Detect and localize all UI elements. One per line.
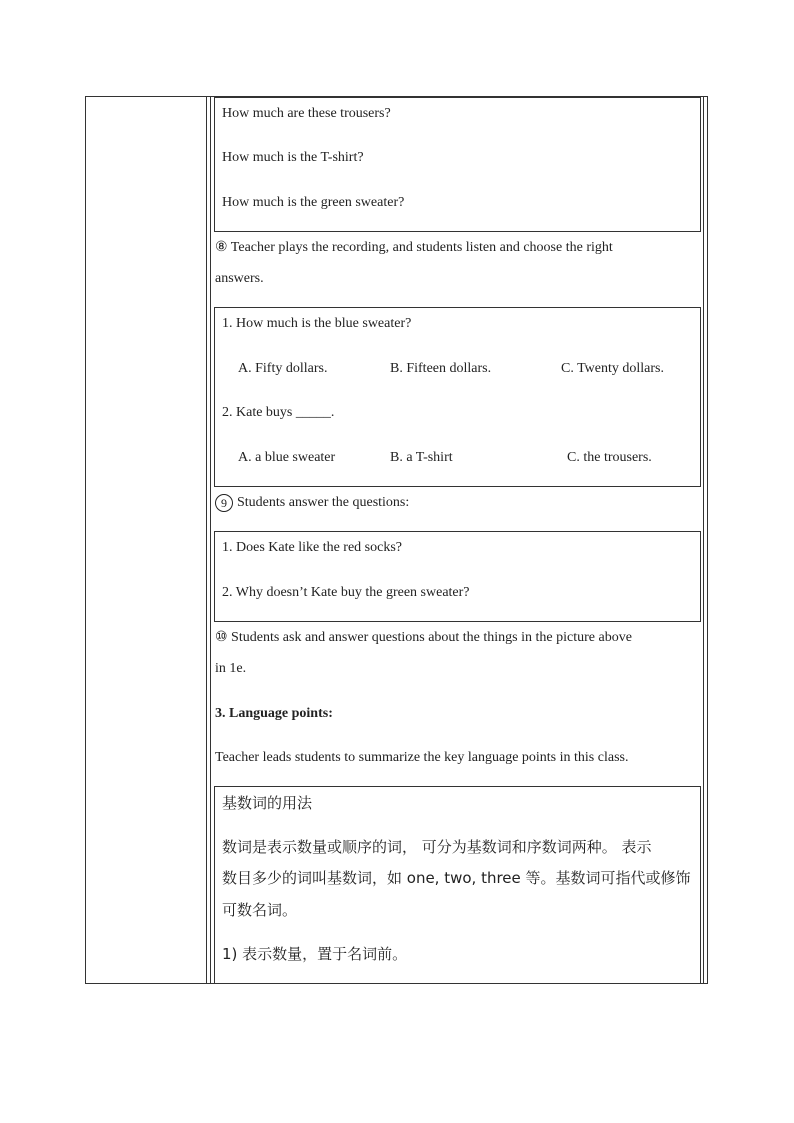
step-10-line-1: ⑩ Students ask and answer questions about the things in the picture above — [215, 630, 632, 645]
grammar-paragraph-line-2: 数目多少的词叫基数词，如 one, two, three 等。基数词可指代或修饰 — [222, 869, 691, 887]
option-1c: C. Twenty dollars. — [561, 361, 664, 376]
step-9-number: 9 — [215, 494, 233, 512]
option-2b: B. a T-shirt — [390, 450, 453, 465]
step-8-line-1: ⑧ Teacher plays the recording, and students listen and choose the right — [215, 240, 613, 255]
grammar-item-1: 1) 表示数量，置于名词前。 — [222, 945, 408, 963]
option-2a: A. a blue sweater — [238, 450, 336, 465]
step-9 — [215, 494, 409, 512]
option-1a: A. Fifty dollars. — [238, 361, 328, 376]
listening-question-1: 1. How much is the blue sweater? — [222, 316, 412, 331]
grammar-paragraph-line-3: 可数名词。 — [222, 901, 298, 919]
section-heading: 3. Language points: — [215, 706, 333, 721]
option-1b: B. Fifteen dollars. — [390, 361, 492, 376]
step-8-line-2: answers. — [215, 271, 264, 286]
column-divider-left — [206, 96, 207, 984]
column-divider-right — [703, 96, 704, 984]
option-2c: C. the trousers. — [567, 450, 652, 465]
price-question-3: How much is the green sweater? — [222, 195, 405, 210]
grammar-paragraph-line-1: 数词是表示数量或顺序的词， 可分为基数词和序数词两种。 表示 — [222, 838, 652, 856]
price-question-2: How much is the T-shirt? — [222, 150, 364, 165]
column-divider-inner — [210, 96, 211, 984]
grammar-title: 基数词的用法 — [222, 794, 313, 812]
step-9-text: Students answer the questions: — [237, 495, 410, 510]
price-question-1: How much are these trousers? — [222, 106, 391, 121]
step-10-line-2: in 1e. — [215, 661, 247, 676]
comprehension-question-1: 1. Does Kate like the red socks? — [222, 540, 402, 555]
listening-question-2: 2. Kate buys _____. — [222, 405, 335, 420]
section-intro: Teacher leads students to summarize the key language points in this class. — [215, 750, 629, 765]
comprehension-question-2: 2. Why doesn’t Kate buy the green sweater? — [222, 585, 470, 600]
